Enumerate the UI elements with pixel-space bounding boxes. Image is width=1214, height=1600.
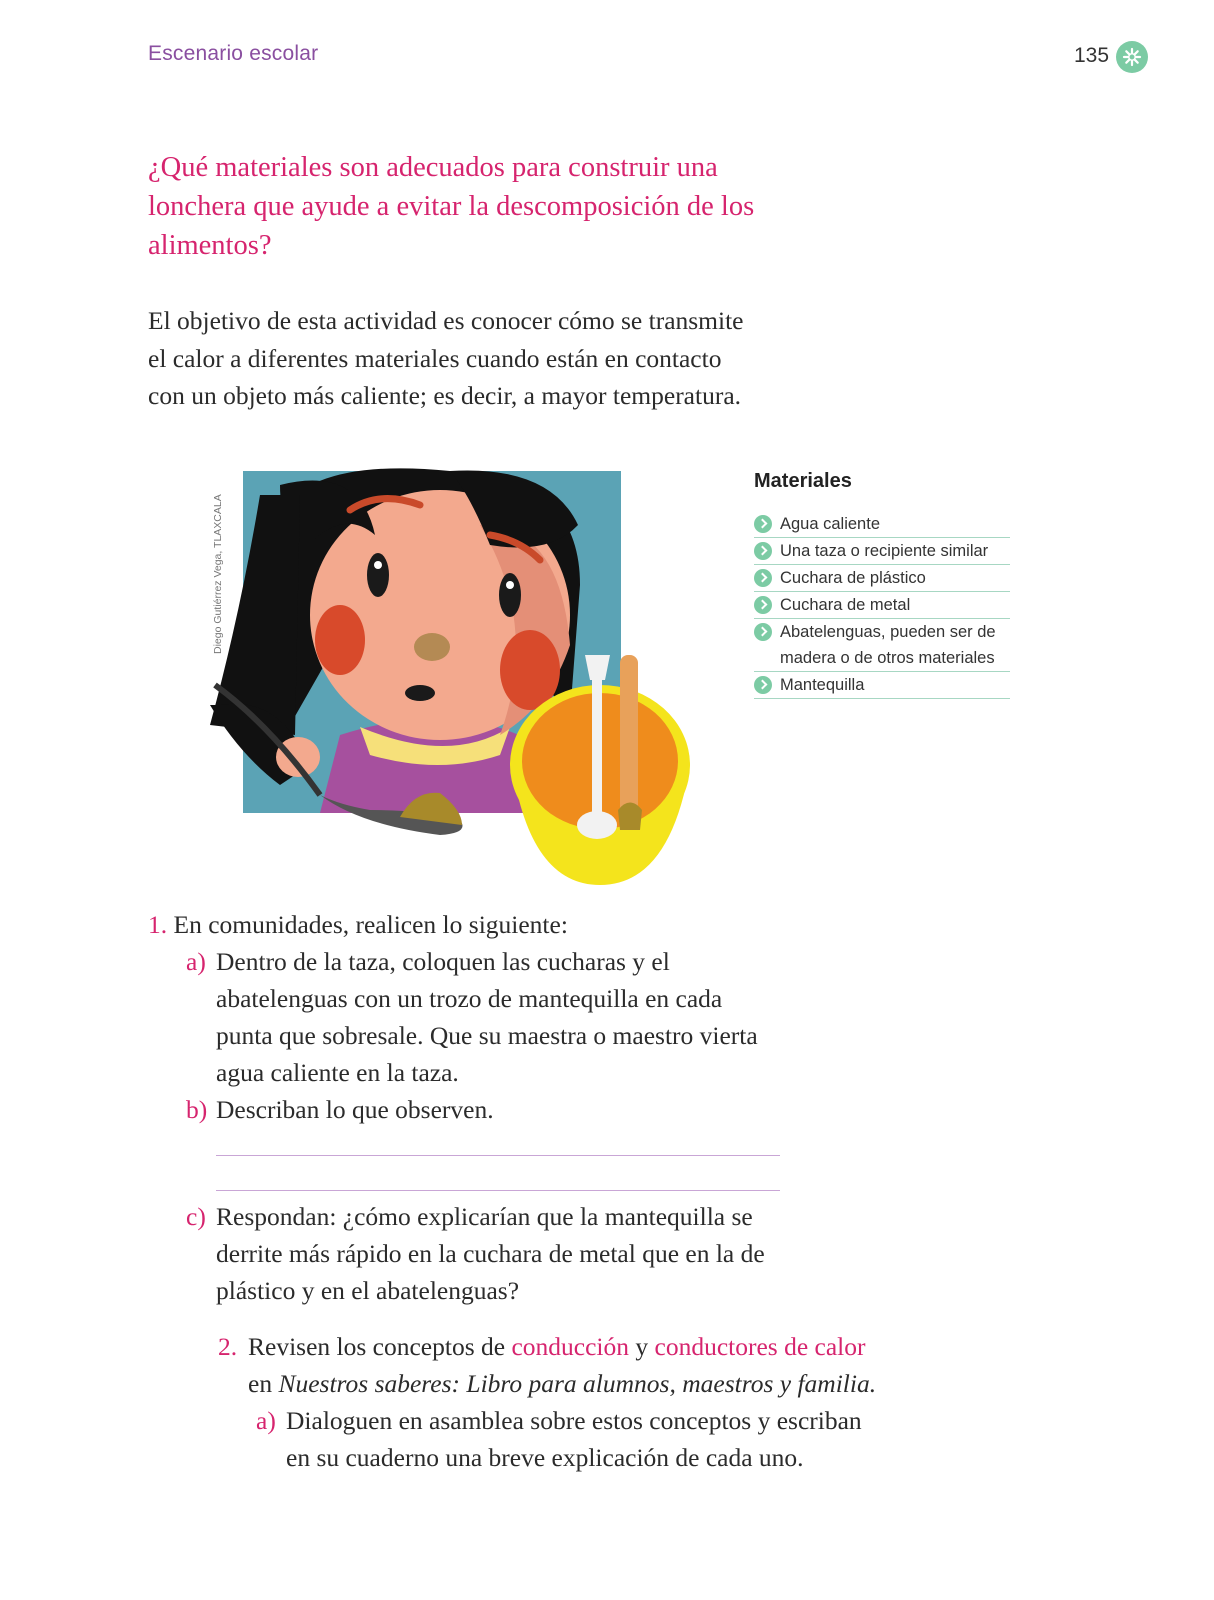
guiding-question: ¿Qué materiales son adecuados para construir una lonchera que ayude a evitar la descomposición de los alimentos? xyxy=(148,152,755,261)
chevron-right-icon xyxy=(754,623,772,641)
subtask-label: a) xyxy=(256,1406,276,1435)
answer-line[interactable] xyxy=(216,1155,780,1156)
chevron-right-icon xyxy=(754,596,772,614)
girl-with-spoon-illustration xyxy=(200,465,700,890)
task-2 xyxy=(218,1328,908,1402)
book-title: Nuestros saberes: Libro para alumnos, maestros y familia. xyxy=(278,1369,877,1398)
material-label: Cuchara de metal xyxy=(780,596,911,614)
materials-title: Materiales xyxy=(754,470,852,492)
chevron-right-icon xyxy=(754,676,772,694)
task-text: En comunidades, realicen lo siguiente: xyxy=(173,910,568,939)
task-text-part: Revisen los conceptos de xyxy=(248,1332,506,1361)
subtask-text: Respondan: ¿cómo explicarían que la mantequilla se derrite más rápido en la cuchara de metal que en la de plástico y en el abatelenguas? xyxy=(216,1202,765,1305)
task-1c xyxy=(186,1198,786,1309)
material-label: Una taza o recipiente similar xyxy=(780,542,989,560)
material-label: Mantequilla xyxy=(780,676,865,694)
illustration-credit: Diego Gutiérrez Vega, TLAXCALA xyxy=(212,494,224,654)
subtask-label: b) xyxy=(186,1095,208,1124)
chevron-right-icon xyxy=(754,542,772,560)
task-2a xyxy=(256,1402,896,1476)
chevron-right-icon xyxy=(754,569,772,587)
answer-line[interactable] xyxy=(216,1190,780,1191)
list-item xyxy=(754,511,1010,538)
task-1a xyxy=(186,943,786,1091)
list-item xyxy=(754,672,1010,699)
section-title: Escenario escolar xyxy=(148,42,319,65)
flower-emblem-icon xyxy=(1116,41,1148,73)
task-text-part: en xyxy=(248,1369,273,1398)
list-item xyxy=(754,565,1010,592)
subtask-text: Dentro de la taza, coloquen las cucharas y el abatelenguas con un trozo de mantequilla en cada punta que sobresale. Que su maestra o maestro vierta agua caliente en la taza. xyxy=(216,947,758,1087)
subtask-text: Describan lo que observen. xyxy=(216,1095,494,1124)
task-number: 2. xyxy=(218,1332,238,1361)
task-1 xyxy=(148,906,788,943)
task-number: 1. xyxy=(148,910,168,939)
page-number: 135 xyxy=(1074,44,1110,67)
list-item xyxy=(754,592,1010,619)
subtask-label: c) xyxy=(186,1202,206,1231)
task-text-part: y xyxy=(635,1332,649,1361)
material-label: Abatelenguas, pueden ser de madera o de otros materiales xyxy=(780,623,996,667)
glossary-term-conduction: conducción xyxy=(511,1332,629,1361)
list-item xyxy=(754,619,1010,672)
material-label: Agua caliente xyxy=(780,515,880,533)
material-label: Cuchara de plástico xyxy=(780,569,926,587)
glossary-term-heat-conductors: conductores de calor xyxy=(654,1332,866,1361)
subtask-label: a) xyxy=(186,947,206,976)
activity-objective: El objetivo de esta actividad es conocer cómo se transmite el calor a diferentes materiales cuando están en contacto con un objeto más caliente; es decir, a mayor temperatura. xyxy=(148,306,744,410)
task-1b xyxy=(186,1091,786,1128)
list-item xyxy=(754,538,1010,565)
subtask-text: Dialoguen en asamblea sobre estos conceptos y escriban en su cuaderno una breve explicación de cada uno. xyxy=(286,1406,862,1472)
chevron-right-icon xyxy=(754,515,772,533)
materials-list xyxy=(754,470,1010,699)
task-text xyxy=(248,1328,908,1402)
